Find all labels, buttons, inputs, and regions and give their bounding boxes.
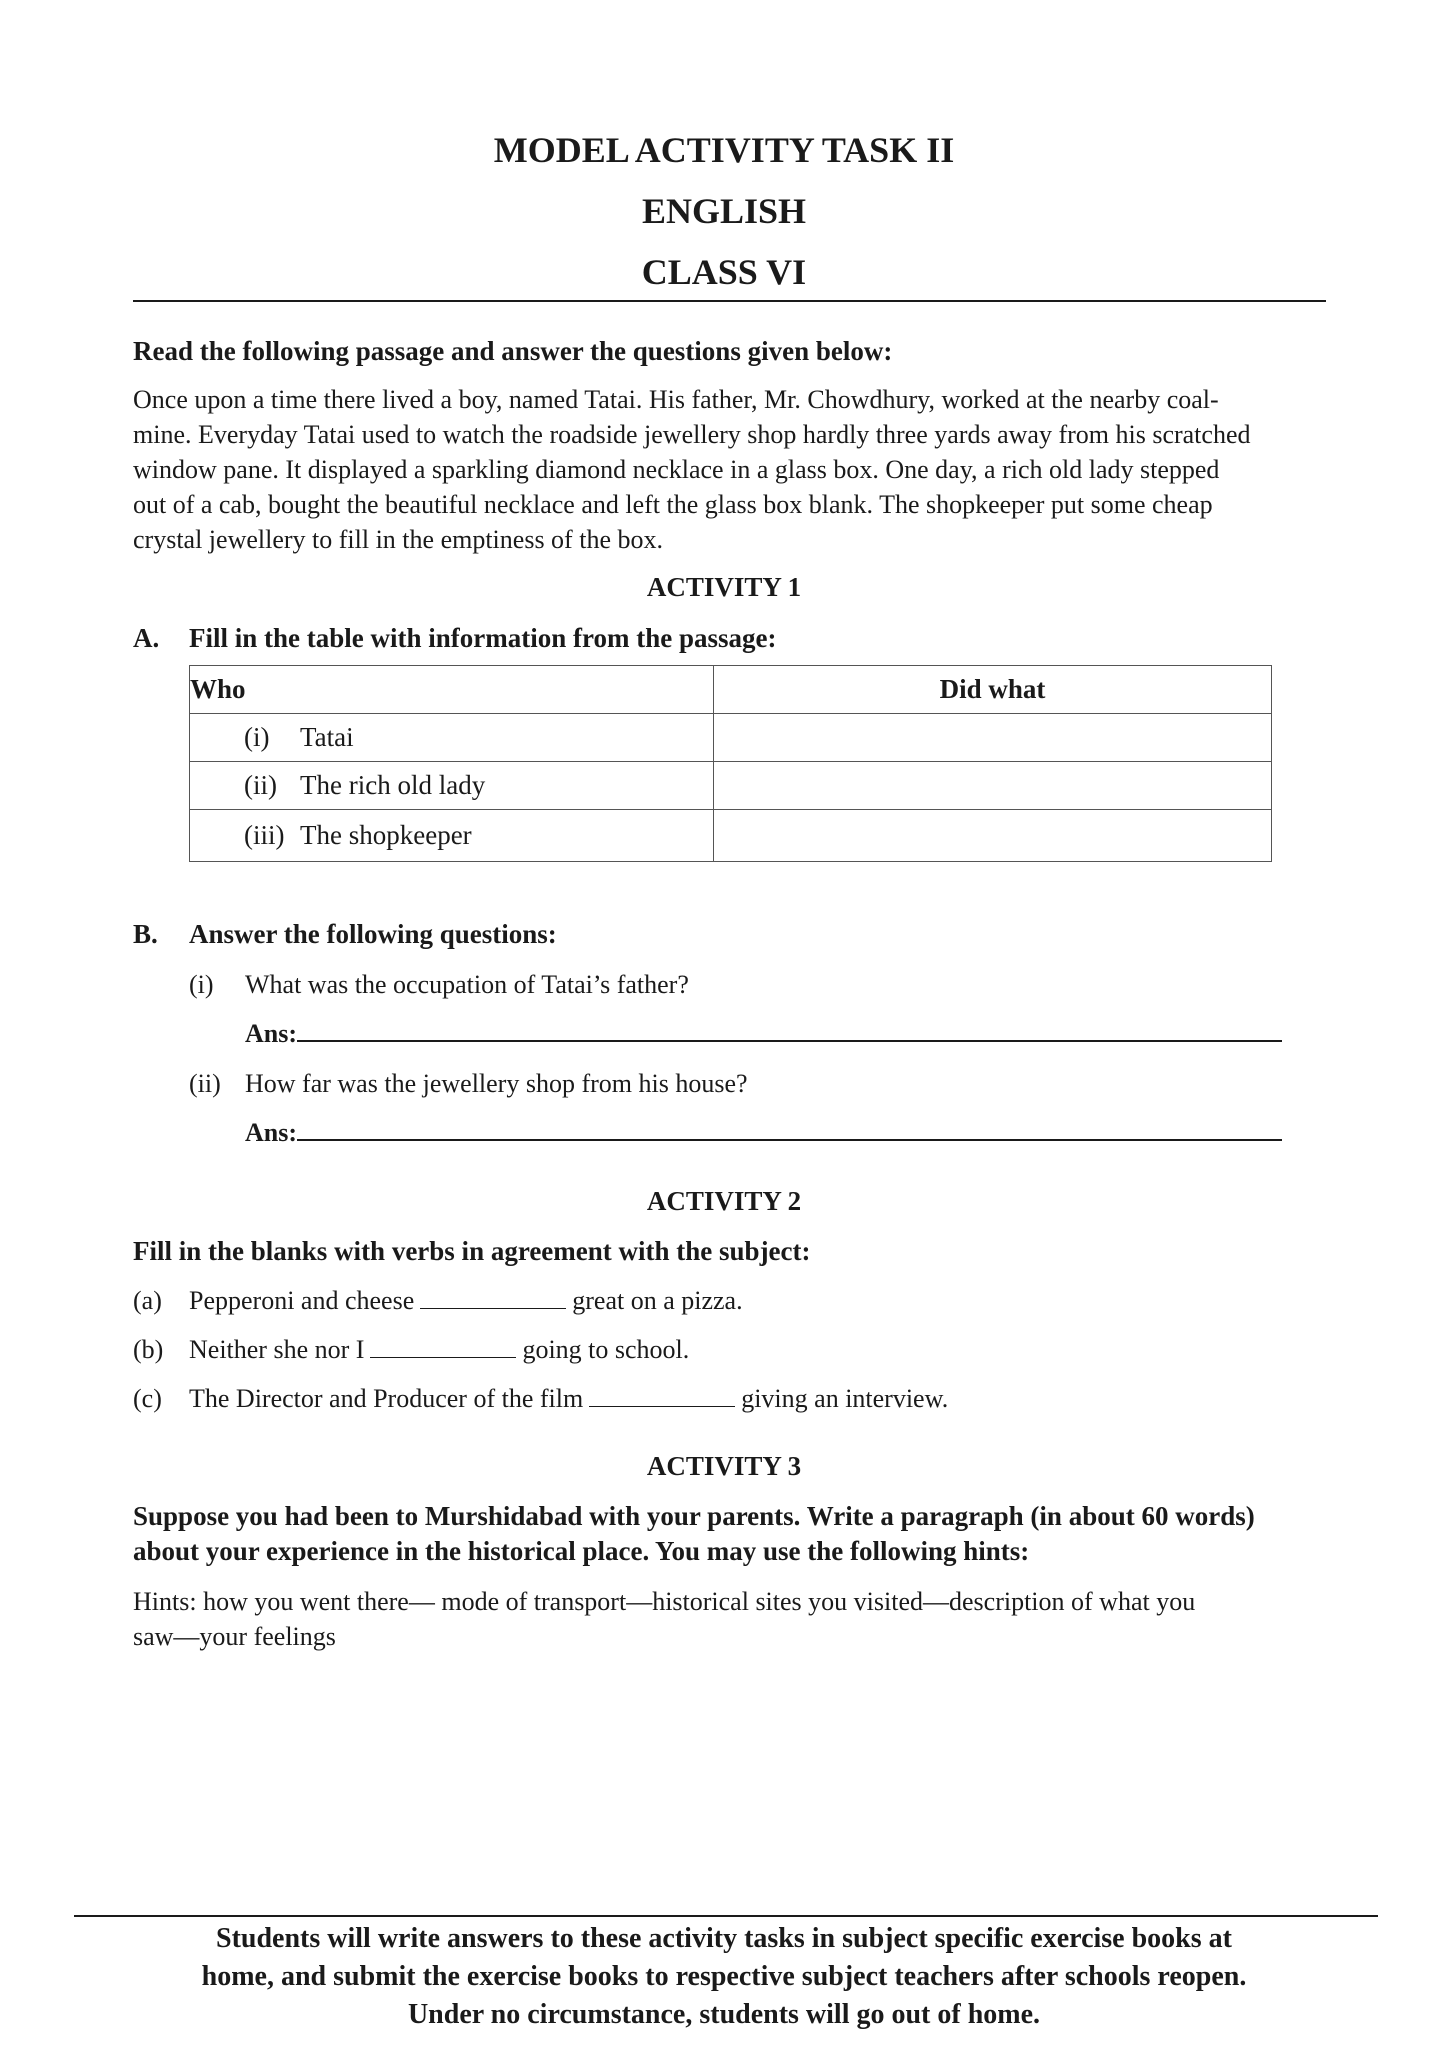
column-header-did-what: Did what xyxy=(714,666,1272,714)
activity-3-heading: ACTIVITY 3 xyxy=(646,1451,802,1481)
row-number: (ii) xyxy=(244,770,277,800)
subject-title: ENGLISH xyxy=(641,191,807,231)
answer-line[interactable] xyxy=(297,1040,1282,1042)
passage-line: window pane. It displayed a sparkling diamond necklace in a glass box. One day, a rich old lady stepped xyxy=(133,455,1220,484)
blank[interactable] xyxy=(420,1308,566,1309)
passage-instruction: Read the following passage and answer the questions given below: xyxy=(133,336,893,366)
row-number: (iii) xyxy=(244,820,285,850)
table-row xyxy=(190,714,1272,762)
passage-line: Once upon a time there lived a boy, named Tatai. His father, Mr. Chowdhury, worked at the nearby coal- xyxy=(133,385,1219,414)
item-text-before: Pepperoni and cheese xyxy=(189,1286,415,1315)
table-header-row xyxy=(190,666,1272,714)
hints-line: saw—your feelings xyxy=(133,1622,336,1651)
footer-line: home, and submit the exercise books to respective subject teachers after schools reopen. xyxy=(201,1961,1247,1992)
answer-row xyxy=(245,1115,1288,1150)
instruction-line: Suppose you had been to Murshidabad with your parents. Write a paragraph (in about 60 words) xyxy=(133,1501,1255,1531)
part-a-instruction: Fill in the table with information from the passage: xyxy=(189,623,777,653)
header-divider xyxy=(133,300,1326,302)
fill-blank-item xyxy=(189,1332,689,1367)
item-text-after: giving an interview. xyxy=(741,1384,949,1413)
activity-3-hints xyxy=(133,1584,1333,1654)
page-title: MODEL ACTIVITY TASK II xyxy=(493,130,955,170)
item-text-before: The Director and Producer of the film xyxy=(189,1384,584,1413)
question-text: What was the occupation of Tatai’s father? xyxy=(245,970,689,999)
instruction-line: about your experience in the historical place. You may use the following hints: xyxy=(133,1536,1030,1566)
footer-divider xyxy=(74,1915,1378,1917)
answer-row xyxy=(245,1016,1288,1051)
who-cell xyxy=(190,714,714,762)
item-label: (a) xyxy=(133,1286,162,1315)
question-text: How far was the jewellery shop from his house? xyxy=(245,1069,748,1098)
part-b-label: B. xyxy=(133,919,158,949)
who-cell xyxy=(190,810,714,862)
answer-label: Ans: xyxy=(245,1019,298,1048)
footer-line: Students will write answers to these activity tasks in subject specific exercise books at xyxy=(216,1923,1232,1954)
fill-blank-item xyxy=(189,1381,948,1416)
item-text-after: going to school. xyxy=(522,1335,690,1364)
class-title: CLASS VI xyxy=(641,252,807,292)
hints-line: Hints: how you went there— mode of transport—historical sites you visited—description of what you xyxy=(133,1587,1196,1616)
item-label: (b) xyxy=(133,1335,164,1364)
who-value: The rich old lady xyxy=(300,770,486,800)
who-cell xyxy=(190,762,714,810)
row-number: (i) xyxy=(244,722,270,752)
fill-blank-item xyxy=(189,1283,743,1318)
part-a-label: A. xyxy=(133,623,160,653)
passage-line: out of a cab, bought the beautiful necklace and left the glass box blank. The shopkeeper put some cheap xyxy=(133,490,1213,519)
answer-line[interactable] xyxy=(297,1139,1282,1141)
activity-1-heading: ACTIVITY 1 xyxy=(646,572,802,602)
table-row xyxy=(190,810,1272,862)
blank[interactable] xyxy=(589,1406,735,1407)
who-value: Tatai xyxy=(300,722,354,752)
footer-notice xyxy=(0,1920,1448,2034)
column-header-who: Who xyxy=(190,666,714,714)
activity-2-heading: ACTIVITY 2 xyxy=(646,1186,802,1216)
question-number: (i) xyxy=(189,970,214,999)
part-b-instruction: Answer the following questions: xyxy=(189,919,557,949)
passage-text xyxy=(133,382,1326,557)
answer-label: Ans: xyxy=(245,1118,298,1147)
item-label: (c) xyxy=(133,1384,162,1413)
table-row xyxy=(190,762,1272,810)
activity-2-instruction: Fill in the blanks with verbs in agreement with the subject: xyxy=(133,1236,811,1266)
item-text-after: great on a pizza. xyxy=(572,1286,743,1315)
did-what-cell[interactable] xyxy=(714,714,1272,762)
blank[interactable] xyxy=(370,1357,516,1358)
item-text-before: Neither she nor I xyxy=(189,1335,365,1364)
who-value: The shopkeeper xyxy=(300,820,472,850)
info-table xyxy=(189,665,1272,862)
did-what-cell[interactable] xyxy=(714,762,1272,810)
passage-line: mine. Everyday Tatai used to watch the roadside jewellery shop hardly three yards away from his scratched xyxy=(133,420,1251,449)
footer-line: Under no circumstance, students will go out of home. xyxy=(407,1999,1041,2030)
passage-line: crystal jewellery to fill in the emptiness of the box. xyxy=(133,525,663,554)
did-what-cell[interactable] xyxy=(714,810,1272,862)
question-number: (ii) xyxy=(189,1069,221,1098)
activity-3-instruction xyxy=(133,1499,1333,1569)
